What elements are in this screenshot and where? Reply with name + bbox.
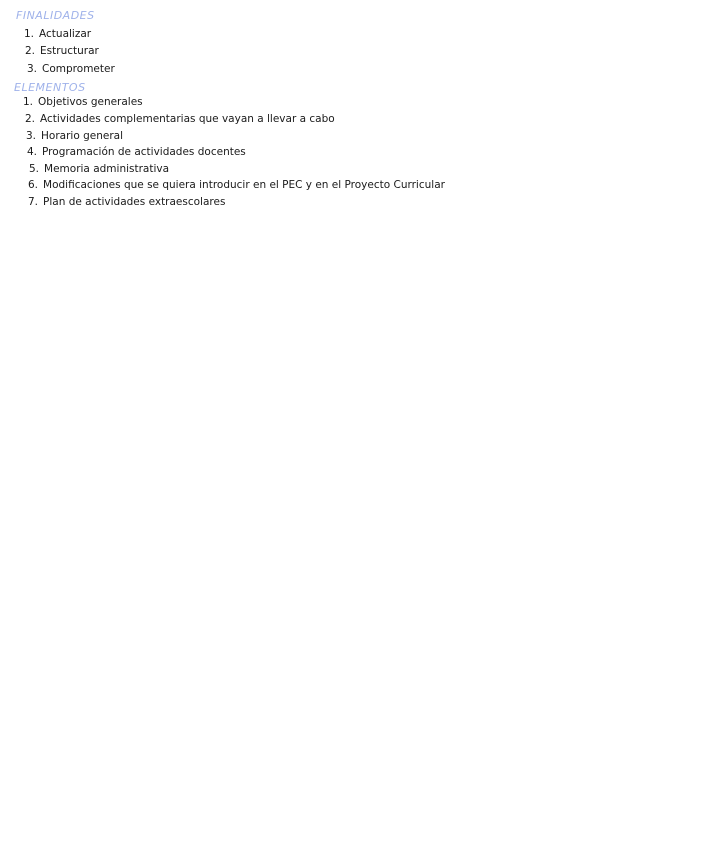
item-text: Objetivos generales (38, 96, 143, 108)
item-number: 2. (25, 113, 36, 125)
item-text: Programación de actividades docentes (42, 146, 246, 158)
item-text: Memoria administrativa (44, 163, 170, 175)
list-item (28, 196, 225, 208)
list-item (25, 113, 335, 125)
item-text: Comprometer (42, 63, 115, 75)
list-item (26, 130, 123, 142)
item-number: 3. (27, 63, 38, 75)
item-text: Actividades complementarias que vayan a llevar a cabo (40, 113, 335, 125)
item-text: Estructurar (40, 45, 99, 57)
list-item (25, 45, 99, 57)
item-number: 1. (24, 28, 35, 40)
list-item (24, 28, 91, 40)
item-text: Actualizar (39, 28, 92, 40)
item-number: 4. (27, 146, 38, 158)
item-number: 6. (28, 179, 39, 191)
item-number: 7. (28, 196, 39, 208)
item-number: 5. (29, 163, 40, 175)
list-item (27, 146, 246, 158)
list-item (28, 179, 445, 191)
elementos-heading: ELEMENTOS (14, 81, 86, 94)
list-item (27, 63, 115, 75)
item-number: 3. (26, 130, 37, 142)
list-item (29, 163, 169, 175)
finalidades-heading: FINALIDADES (16, 9, 95, 22)
item-text: Plan de actividades extraescolares (43, 196, 226, 208)
item-text: Horario general (41, 130, 124, 142)
list-item (23, 96, 143, 108)
item-number: 1. (23, 96, 34, 108)
item-number: 2. (25, 45, 36, 57)
item-text: Modificaciones que se quiera introducir en el PEC y en el Proyecto Curricular (43, 179, 445, 191)
